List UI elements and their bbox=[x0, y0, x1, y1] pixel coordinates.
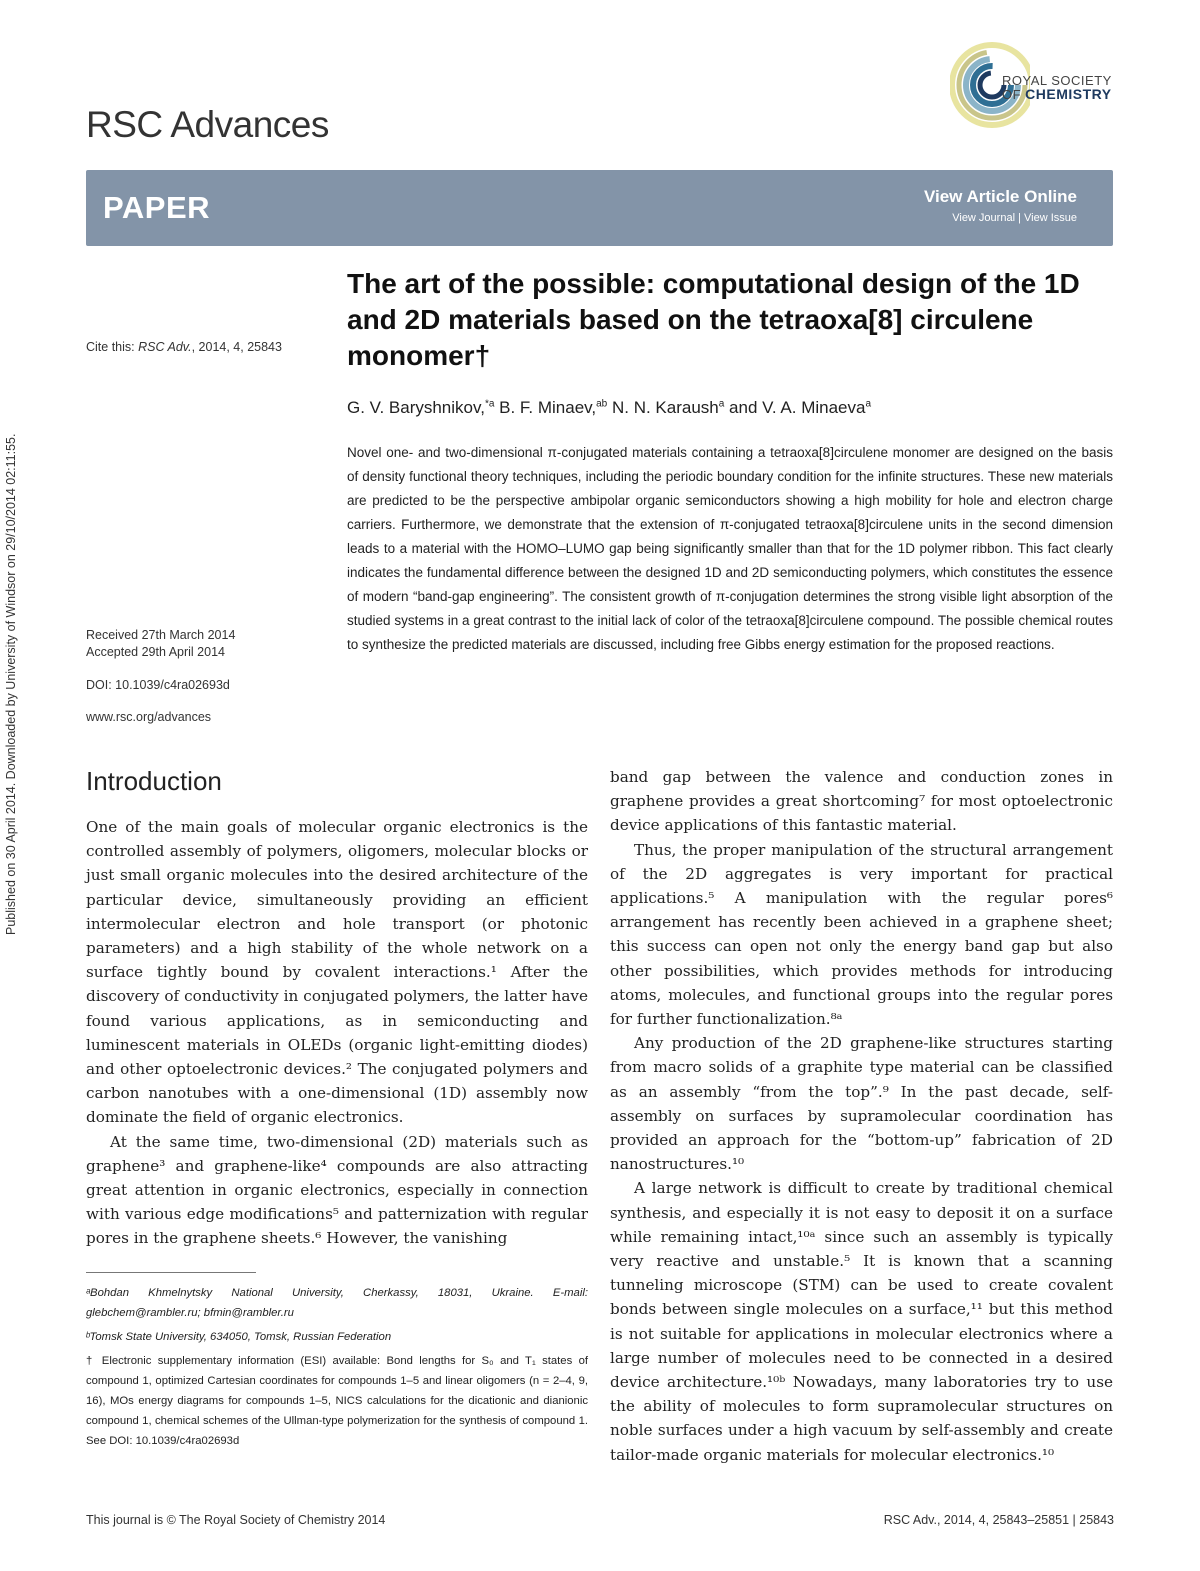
received-date: Received 27th March 2014 bbox=[86, 628, 236, 642]
body-column-right bbox=[610, 765, 1113, 1467]
article-type-banner bbox=[86, 170, 1113, 246]
author-affiliation: ab bbox=[596, 398, 608, 410]
abstract: Novel one- and two-dimensional π-conjugated materials containing a tetraoxa[8]circulene monomer are designed on the basis of density functional theory techniques, including the periodic boundary condition for the infinite structures. These new materials are predicted to be the perspective ambipolar organic semiconductors showing a high mobility for hole and electron charge carriers. Furthermore, we demonstrate that the extension of π-conjugated tetraoxa[8]circulene units in the second dimension leads to a material with the HOMO–LUMO gap being significantly smaller than that for the 1D polymer ribbon. This fact clearly indicates the fundamental difference between the designed 1D and 2D semiconducting polymers, which constitutes the essence of modern “band-gap engineering”. The consistent growth of π-conjugation determines the strong visible light absorption of the studied systems in a great contrast to the initial lack of color of the tetraoxa[8]circulene compound. The possible chemical routes to synthesize the predicted materials are discussed, including free Gibbs energy estimation for the proposed reactions. bbox=[347, 445, 1113, 652]
paragraph: band gap between the valence and conduction zones in graphene provides a great shortcoming⁷ for most optoelectronic device applications of this fantastic material. bbox=[610, 768, 1113, 835]
body-column-left bbox=[86, 815, 588, 1251]
view-article-online-link[interactable]: View Article Online bbox=[923, 187, 1077, 206]
footnote-affiliation-b: ᵇTomsk State University, 634050, Tomsk, Russian Federation bbox=[86, 1331, 392, 1343]
rsc-logo bbox=[950, 28, 1125, 143]
view-issue-link[interactable]: View Issue bbox=[1024, 212, 1077, 224]
section-heading-introduction: Introduction bbox=[86, 766, 222, 796]
author-list bbox=[347, 398, 871, 418]
author-name: B. F. Minaev, bbox=[494, 398, 597, 417]
journal-links bbox=[952, 212, 1077, 224]
doi[interactable]: DOI: 10.1039/c4ra02693d bbox=[86, 678, 230, 692]
download-watermark: Published on 30 April 2014. Downloaded by University of Windsor on 29/10/2014 02:11:55. bbox=[4, 433, 18, 935]
paragraph: At the same time, two-dimensional (2D) materials such as graphene³ and graphene-like⁴ compounds are also attracting great attention in organic electronics, especially in connection with various edge modifications⁵ and patternization with regular pores in the graphene sheets.⁶ However, the vanishing bbox=[86, 1132, 588, 1248]
journal-url-link[interactable]: www.rsc.org/advances bbox=[86, 710, 212, 724]
footnote-divider bbox=[86, 1272, 256, 1273]
article-type-label: PAPER bbox=[103, 190, 211, 225]
paragraph: Any production of the 2D graphene-like structures starting from macro solids of a graphite type material can be classified as an assembly “from the top”.⁹ In the past decade, self-assembly on surfaces by supramolecular coordination has provided an approach for the “bottom-up” fabrication of 2D nanostructures.¹⁰ bbox=[610, 1034, 1113, 1174]
author-name: and V. A. Minaeva bbox=[724, 398, 866, 417]
author-affiliation: a bbox=[718, 398, 725, 410]
paragraph: One of the main goals of molecular organic electronics is the controlled assembly of polymers, oligomers, molecular blocks or just small organic molecules into the desired architecture of the particular device, simultaneously providing an efficient intermolecular electron and hole transport (or photonic parameters) and a high stability of the whole network on a surface tightly bound by covalent interactions.¹ After the discovery of conductivity in conjugated polymers, the latter have found various applications, as in semiconducting and luminescent materials in OLEDs (organic light-emitting diodes) and other optoelectronic devices.² The conjugated polymers and carbon nanotubes with a one-dimensional (1D) assembly now dominate the field of organic electronics. bbox=[86, 818, 588, 1127]
paragraph: Thus, the proper manipulation of the structural arrangement of the 2D aggregates is very important for practical applications.⁵ A manipulation with the regular pores⁶ arrangement has recently been achieved in a graphene sheet; this success can open not only the energy band gap but also other possibilities, which provides methods for introducing atoms, molecules, and functional groups into the regular pores for further functionalization.⁸ᵃ bbox=[610, 840, 1113, 1029]
footnote-affiliation-a: ᵃBohdan Khmelnytsky National University, Cherkassy, 18031, Ukraine. E-mail: glebchem@rambler.ru; bfmin@rambler.ru bbox=[86, 1287, 588, 1319]
logo-line-2: OF CHEMISTRY bbox=[1002, 86, 1112, 102]
journal-name: RSC Advances bbox=[86, 104, 329, 145]
link-separator: | bbox=[1015, 212, 1024, 224]
author-affiliation: a bbox=[865, 398, 872, 410]
author-name: N. N. Karaush bbox=[607, 398, 719, 417]
footer-citation-page: RSC Adv., 2014, 4, 25843–25851 | 25843 bbox=[883, 1513, 1114, 1527]
footnote-esi: † Electronic supplementary information (ESI) available: Bond lengths for S₀ and T₁ states of compound 1, optimized Cartesian coordinates for compounds 1–5 and linear oligomers (n = 2–4, 9, 16), MOs energy diagrams for compounds 1–5, NICS calculations for the dicationic and dianionic compound 1, chemical schemes of the Ullman-type polymerization for the synthesis of compound 1. See DOI: 10.1039/c4ra02693d bbox=[86, 1355, 588, 1447]
footer-copyright: This journal is © The Royal Society of Chemistry 2014 bbox=[86, 1513, 386, 1527]
article-title: The art of the possible: computational design of the 1D and 2D materials based on the tetraoxa[8] circulene monomer† bbox=[347, 268, 1080, 371]
cite-this: Cite this: RSC Adv., 2014, 4, 25843 bbox=[86, 340, 282, 354]
footnotes bbox=[86, 1283, 588, 1451]
author-affiliation: *a bbox=[484, 398, 495, 410]
view-journal-link[interactable]: View Journal bbox=[952, 212, 1016, 224]
logo-line-1: ROYAL SOCIETY bbox=[1002, 73, 1112, 88]
accepted-date: Accepted 29th April 2014 bbox=[86, 645, 225, 659]
paragraph: A large network is difficult to create by traditional chemical synthesis, and especially it is not easy to deposit it on a surface while remaining intact,¹⁰ᵃ since such an assembly is typically very reactive and unstable.⁵ It is known that a scanning tunneling microscope (STM) can be used to create covalent bonds between single molecules on a surface,¹¹ but this method is not suitable for applications in molecular electronics where a large number of molecules need to be connected in a desired device architecture.¹⁰ᵇ Nowadays, many laboratories try to use the ability of molecules to form supramolecular structures on noble surfaces under a high vacuum by self-assembly and create tailor-made organic materials for molecular electronics.¹⁰ bbox=[610, 1179, 1113, 1464]
author-name: G. V. Baryshnikov, bbox=[347, 398, 485, 417]
